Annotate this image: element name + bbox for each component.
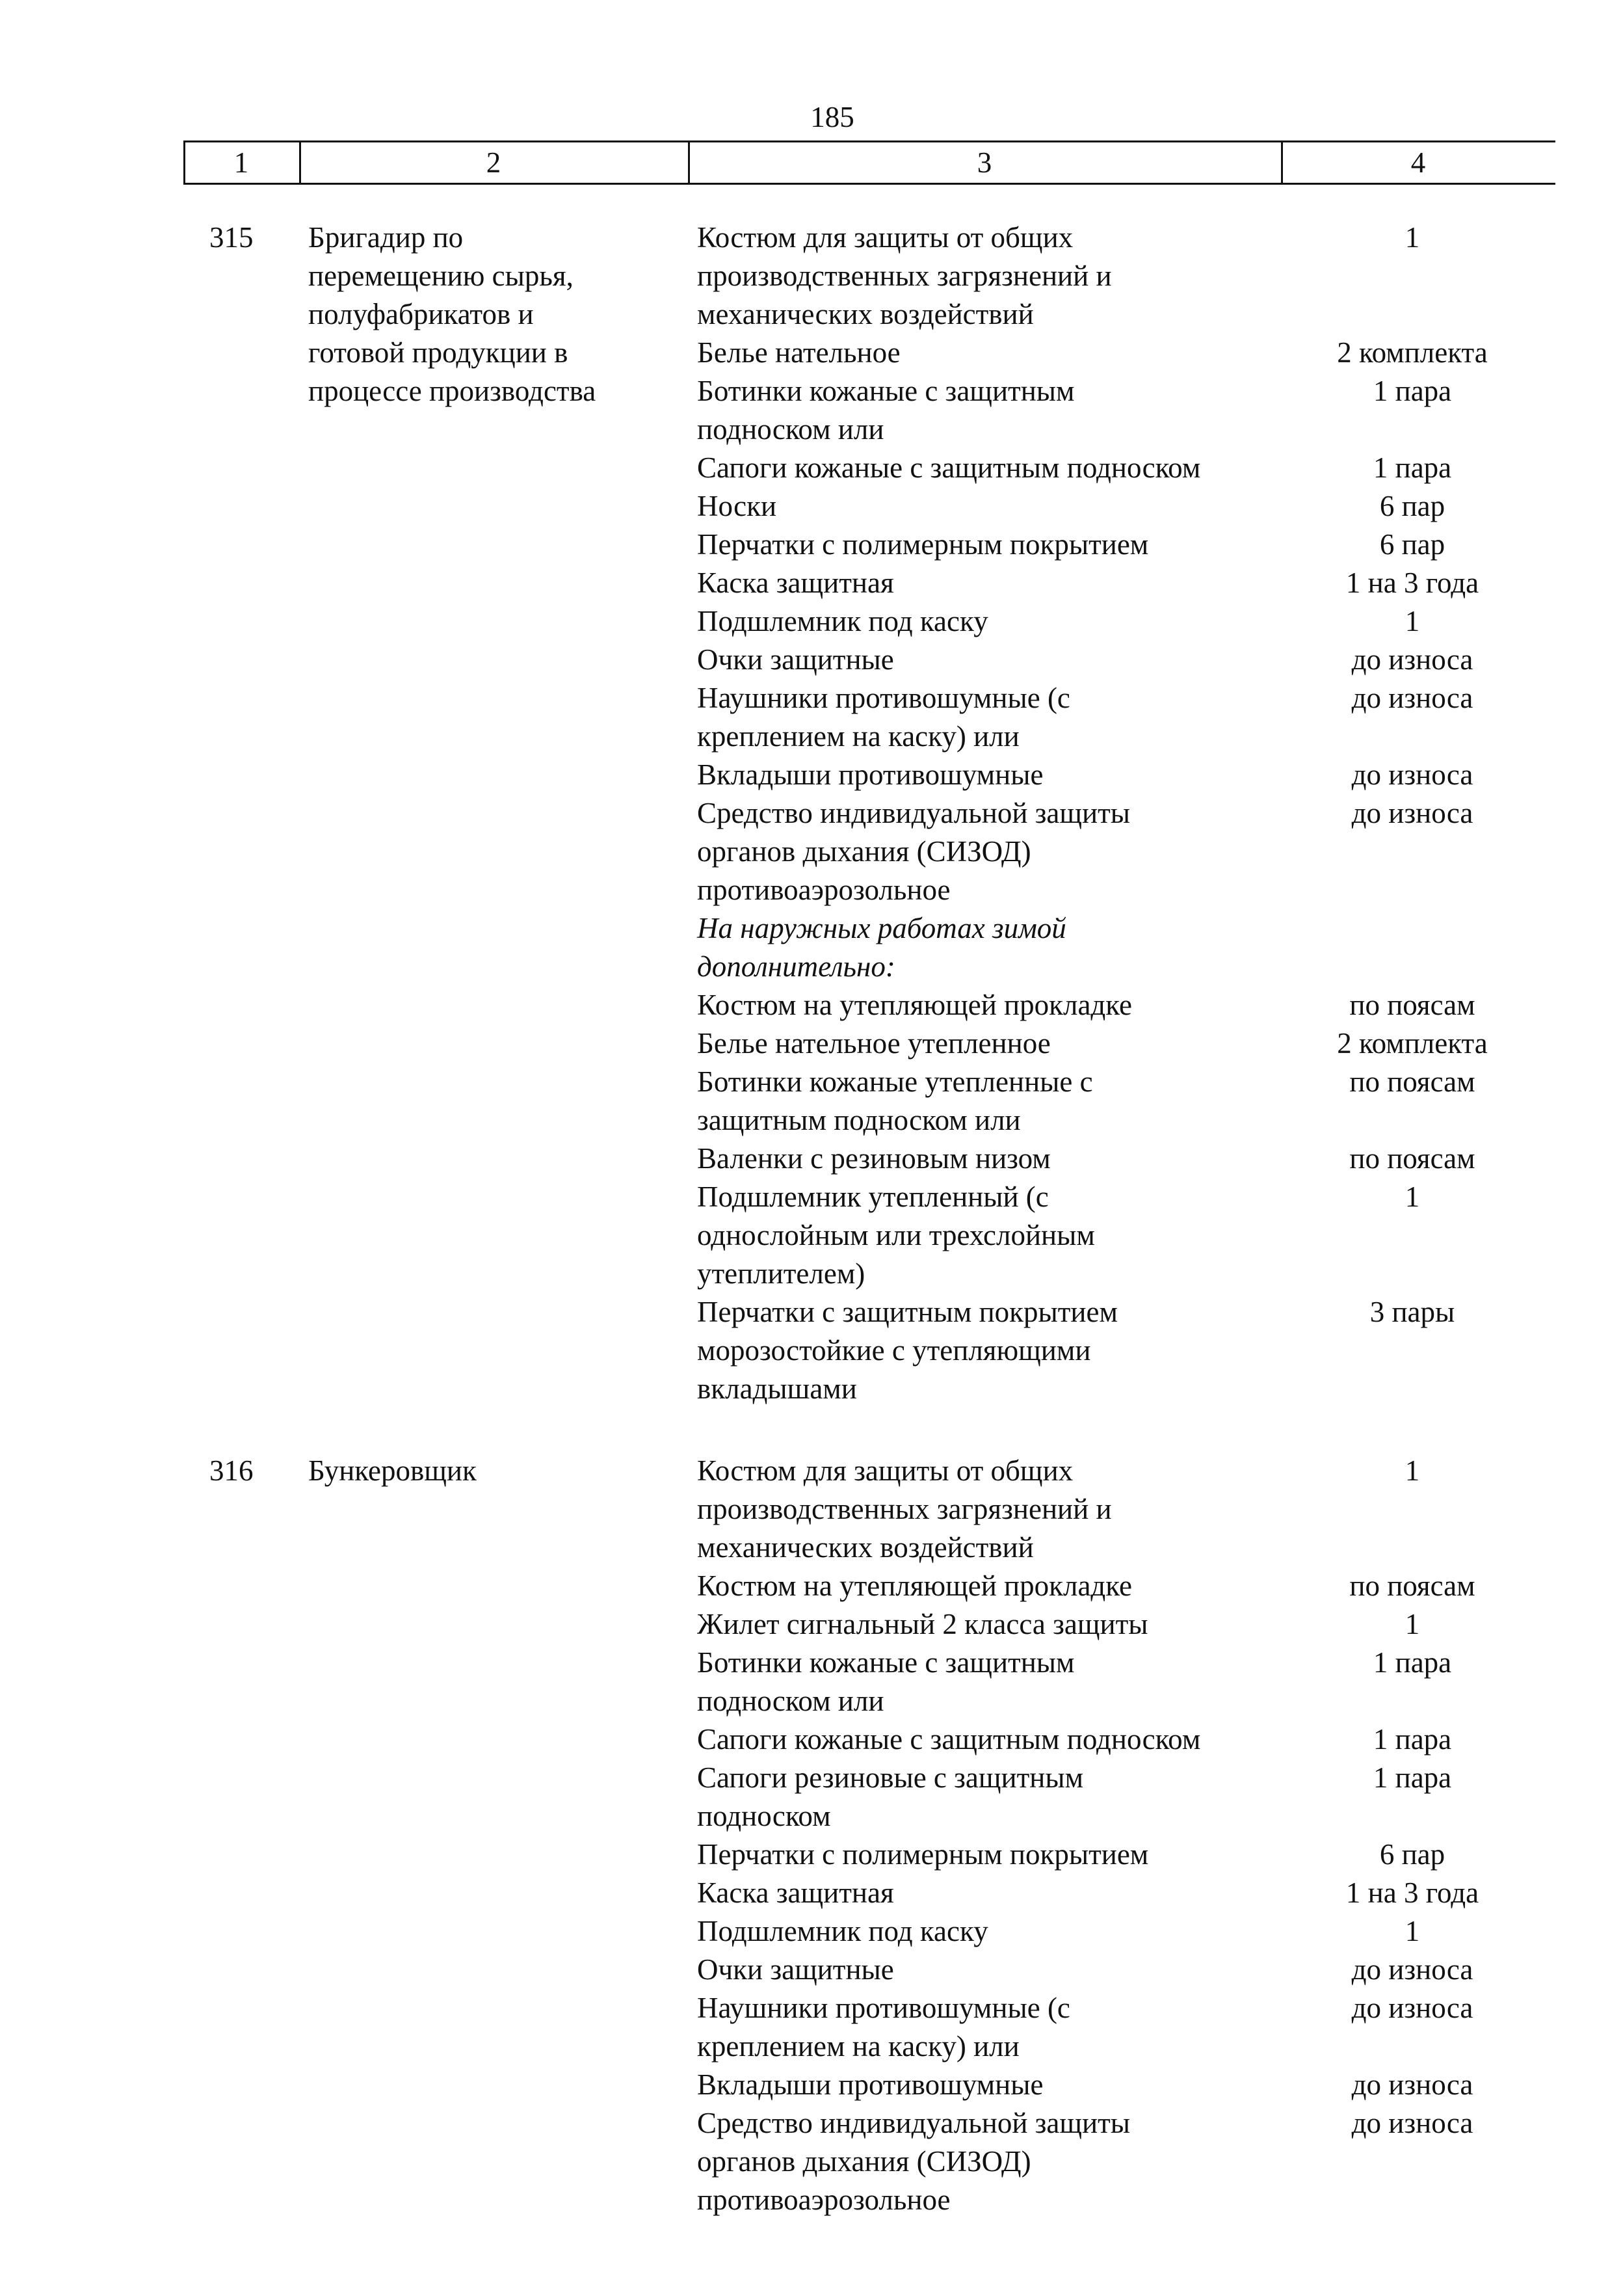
ppe-item-name: Очки защитные	[697, 643, 894, 676]
ppe-item-name: Сапоги кожаные с защитным подноском	[697, 1723, 1201, 1755]
ppe-item	[697, 1567, 1568, 1605]
ppe-item	[697, 1140, 1568, 1178]
ppe-item-quantity: 6 пар	[1379, 490, 1445, 522]
ppe-item-quantity: до износа	[1351, 2068, 1473, 2101]
occupation-line: Бригадир по	[308, 221, 464, 254]
ppe-item	[697, 1644, 1568, 1720]
ppe-item-quantity: до износа	[1351, 797, 1473, 829]
ppe-item-name: Костюм для защиты от общих производственных загрязнений и механических воздействий	[697, 221, 1112, 330]
occupation-line: полуфабрикатов и	[308, 298, 534, 330]
ppe-item-name: Костюм для защиты от общих производственных загрязнений и механических воздействий	[697, 1454, 1112, 1564]
row-number: 316	[209, 1454, 254, 1487]
ppe-item-quantity: 6 пар	[1379, 1838, 1445, 1871]
ppe-item-quantity: 1	[1405, 605, 1420, 637]
ppe-item	[697, 1452, 1568, 1567]
ppe-item-name: Вкладыши противошумные	[697, 2068, 1044, 2101]
ppe-item	[697, 564, 1568, 602]
ppe-item-name: Подшлемник под каску	[697, 605, 988, 637]
ppe-item	[697, 679, 1568, 756]
occupation-line: Бункеровщик	[308, 1454, 477, 1487]
ppe-item-quantity: 2 комплекта	[1337, 1027, 1488, 1060]
ppe-item-quantity: по поясам	[1349, 1569, 1475, 1602]
ppe-item	[697, 909, 1568, 986]
ppe-item-quantity: 1 пара	[1373, 1723, 1452, 1755]
ppe-item	[697, 1912, 1568, 1951]
ppe-item-quantity: 1	[1405, 1915, 1420, 1947]
ppe-item	[697, 219, 1568, 334]
ppe-item-quantity: 1	[1405, 1454, 1420, 1487]
ppe-item-quantity: 1	[1405, 1608, 1420, 1640]
occupation-name	[308, 1452, 659, 1490]
ppe-item	[697, 1835, 1568, 1874]
page-number: 185	[810, 101, 854, 133]
ppe-item-name: Ботинки кожаные с защитным подноском или	[697, 375, 1075, 446]
ppe-item	[697, 1605, 1568, 1644]
ppe-item-quantity: до износа	[1351, 643, 1473, 676]
header-col-1: 1	[233, 146, 249, 179]
ppe-item	[697, 1178, 1568, 1293]
row-number: 315	[209, 221, 254, 254]
ppe-list	[697, 1452, 1568, 2219]
ppe-item	[697, 449, 1568, 487]
ppe-item-name: Перчатки с полимерным покрытием	[697, 528, 1149, 561]
ppe-item-quantity: 1 пара	[1373, 375, 1452, 407]
ppe-item	[697, 756, 1568, 794]
ppe-item-quantity: 1	[1405, 1181, 1420, 1213]
ppe-item-quantity: 1 пара	[1373, 451, 1452, 484]
ppe-item	[697, 487, 1568, 526]
table-header	[183, 140, 1555, 185]
occupation-line: процессе производства	[308, 375, 596, 407]
ppe-item-quantity: по поясам	[1349, 1142, 1475, 1175]
occupation-name	[308, 219, 659, 410]
ppe-item-name: Средство индивидуальной защиты органов дыхания (СИЗОД) противоаэрозольное	[697, 2107, 1131, 2216]
ppe-item-name: Перчатки с защитным покрытием морозостойкие с утепляющими вкладышами	[697, 1296, 1118, 1405]
ppe-item	[697, 1989, 1568, 2066]
ppe-item-quantity: 1 на 3 года	[1345, 1876, 1479, 1909]
header-col-4: 4	[1410, 146, 1426, 179]
ppe-item-quantity: до износа	[1351, 2107, 1473, 2139]
ppe-item	[697, 1063, 1568, 1140]
ppe-item	[697, 986, 1568, 1024]
ppe-item-name: Вкладыши противошумные	[697, 758, 1044, 791]
header-col-2: 2	[486, 146, 501, 179]
ppe-item-name: Носки	[697, 490, 777, 522]
ppe-item	[697, 1874, 1568, 1912]
ppe-item-name: Наушники противошумные (с креплением на каску) или	[697, 682, 1070, 753]
ppe-item-name: Перчатки с полимерным покрытием	[697, 1838, 1149, 1871]
ppe-item	[697, 2104, 1568, 2219]
occupation-line: готовой продукции в	[308, 336, 568, 369]
ppe-item-quantity: до износа	[1351, 1992, 1473, 2024]
ppe-item-name: Валенки с резиновым низом	[697, 1142, 1051, 1175]
header-col-3: 3	[977, 146, 992, 179]
ppe-item-quantity: 3 пары	[1369, 1296, 1455, 1328]
ppe-item	[697, 2066, 1568, 2104]
ppe-item-name: Каска защитная	[697, 1876, 894, 1909]
ppe-item	[697, 1759, 1568, 1835]
ppe-item-name: Очки защитные	[697, 1953, 894, 1986]
ppe-item-name: Сапоги кожаные с защитным подноском	[697, 451, 1201, 484]
ppe-item	[697, 334, 1568, 372]
ppe-item-name: Средство индивидуальной защиты органов дыхания (СИЗОД) противоаэрозольное	[697, 797, 1131, 906]
ppe-item-name: Ботинки кожаные утепленные с защитным подноском или	[697, 1065, 1093, 1136]
ppe-item-name: Подшлемник под каску	[697, 1915, 988, 1947]
ppe-item-name: Белье нательное	[697, 336, 901, 369]
ppe-item	[697, 794, 1568, 909]
ppe-item	[697, 602, 1568, 641]
ppe-item-quantity: по поясам	[1349, 989, 1475, 1021]
ppe-item-quantity: до износа	[1351, 758, 1473, 791]
ppe-item	[697, 526, 1568, 564]
ppe-item-name: Наушники противошумные (с креплением на каску) или	[697, 1992, 1070, 2062]
ppe-item-name: На наружных работах зимой дополнительно:	[697, 912, 1066, 983]
ppe-item-quantity: 1 пара	[1373, 1761, 1452, 1794]
ppe-item	[697, 372, 1568, 449]
ppe-item-quantity: по поясам	[1349, 1065, 1475, 1098]
ppe-item	[697, 1720, 1568, 1759]
ppe-item-name: Подшлемник утепленный (с однослойным или трехслойным утеплителем)	[697, 1181, 1095, 1290]
ppe-item-quantity: до износа	[1351, 682, 1473, 714]
ppe-item	[697, 1951, 1568, 1989]
ppe-item-name: Костюм на утепляющей прокладке	[697, 1569, 1133, 1602]
ppe-item-quantity: 2 комплекта	[1337, 336, 1488, 369]
ppe-item-name: Жилет сигнальный 2 класса защиты	[697, 1608, 1148, 1640]
ppe-item	[697, 641, 1568, 679]
ppe-list	[697, 219, 1568, 1408]
ppe-item-name: Костюм на утепляющей прокладке	[697, 989, 1133, 1021]
ppe-item-quantity: 1 пара	[1373, 1646, 1452, 1679]
ppe-item-name: Ботинки кожаные с защитным подноском или	[697, 1646, 1075, 1717]
ppe-item-name: Сапоги резиновые с защитным подноском	[697, 1761, 1084, 1832]
ppe-item	[697, 1293, 1568, 1408]
ppe-item-quantity: 1 на 3 года	[1345, 567, 1479, 599]
ppe-item-name: Каска защитная	[697, 567, 894, 599]
ppe-item-quantity: 1	[1405, 221, 1420, 254]
ppe-item-name: Белье нательное утепленное	[697, 1027, 1051, 1060]
ppe-item-quantity: до износа	[1351, 1953, 1473, 1986]
ppe-item	[697, 1024, 1568, 1063]
ppe-item-quantity: 6 пар	[1379, 528, 1445, 561]
occupation-line: перемещению сырья,	[308, 260, 574, 292]
